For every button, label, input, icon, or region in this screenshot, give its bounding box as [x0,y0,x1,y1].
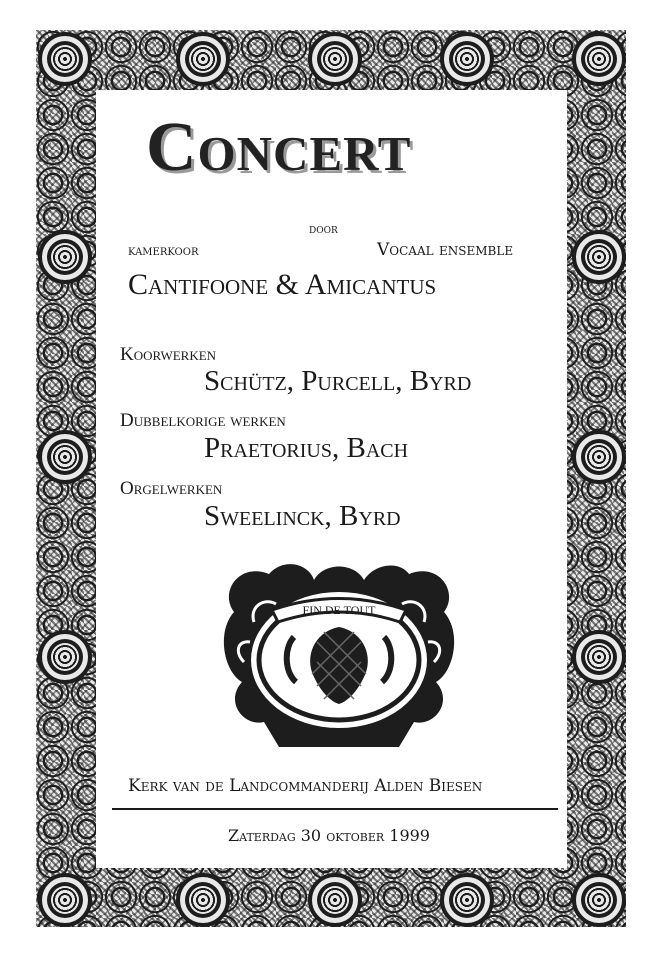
vocaal-ensemble-label: Vocaal ensemble [377,240,514,260]
border-rosette [38,230,92,284]
door-label: door [309,222,338,237]
crest-motto: FIN DE TOUT [302,603,376,617]
border-rosette [38,630,92,684]
heraldic-crest-icon [214,552,464,762]
border-rosette [176,32,230,86]
border-rosette [308,873,362,927]
border-rosette [440,32,494,86]
border-rosette [308,32,362,86]
border-rosette [572,230,626,284]
program-label-orgelwerken: Orgelwerken [120,478,223,499]
program-label-dubbelkorige: Dubbelkorige werken [120,410,286,431]
border-rosette [38,32,92,86]
border-rosette [38,430,92,484]
program-label-koorwerken: Koorwerken [120,344,217,365]
program-composers-koorwerken: Schütz, Purcell, Byrd [204,365,472,397]
performers-heading: Cantifoone & Amicantus [128,268,437,301]
border-rosette [572,630,626,684]
date-text: Zaterdag 30 oktober 1999 [228,826,430,845]
border-rosette [572,430,626,484]
kamerkoor-label: kamerkoor [128,243,199,259]
border-rosette [38,873,92,927]
border-rosette [176,873,230,927]
border-rosette [572,32,626,86]
border-rosette [440,873,494,927]
venue-text: Kerk van de Landcommanderij Alden Biesen [128,776,483,796]
concert-title: Concert [146,109,412,186]
program-composers-orgelwerken: Sweelinck, Byrd [204,500,401,532]
border-rosette [572,873,626,927]
program-composers-dubbelkorige: Praetorius, Bach [204,432,409,464]
divider [112,808,558,810]
